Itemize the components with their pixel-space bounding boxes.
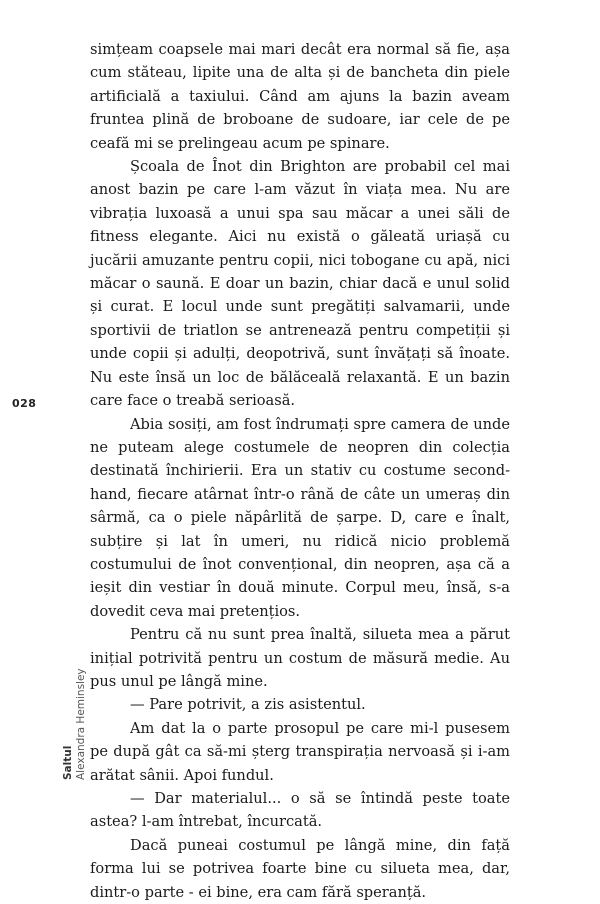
paragraph: Am dat la o parte prosopul pe care mi-l pusesem pe după gât ca să-mi șterg transpirația nervoasă și i-am arătat sânii. Apoi fundul. bbox=[90, 719, 510, 784]
dialogue-line: — Dar materialul... o să se întindă peste toate astea? l-am întrebat, încurcată. bbox=[90, 790, 510, 831]
body-text bbox=[90, 38, 510, 904]
page-number: 028 bbox=[12, 397, 37, 410]
author-name: Alexandra Heminsley bbox=[75, 668, 87, 780]
paragraph: Dacă puneai costumul pe lângă mine, din față forma lui se potrivea foarte bine cu silueta mea, dar, dintr-o parte - ei bine, era cam fără speranță. bbox=[90, 836, 510, 901]
dialogue-line: — Pare potrivit, a zis asistentul. bbox=[130, 696, 366, 714]
paragraph: simțeam coapsele mai mari decât era normal să fie, așa cum stăteau, lipite una de alta și de bancheta din piele artificială a taxiului. Când am ajuns la bazin aveam fruntea plină de broboane de sudoare, iar cele de pe ceafă mi se prelingeau acum pe spinare. bbox=[90, 41, 510, 152]
paragraph: Școala de Înot din Brighton are probabil cel mai anost bazin pe care l-am văzut în viața mea. Nu are vibrația luxoasă a unui spa sau măcar a unei săli de fitness elegante. Aici nu există o găleată uriașă cu jucării amuzante pentru copii, nici tobogane cu apă, nici măcar o saună. E doar un bazin, chiar dacă e unul solid și curat. E locul unde sunt pregătiți salvamarii, unde sportivii de triatlon se antrenează pentru competiții și unde copii și adulți, deopotrivă, sunt învățați să înoate. Nu este însă un loc de bălăceală relaxantă. E un bazin care face o treabă serioasă. bbox=[90, 158, 510, 410]
running-head bbox=[62, 668, 88, 780]
paragraph: Pentru că nu sunt prea înaltă, silueta mea a părut inițial potrivită pentru un costum de măsură medie. Au pus unul pe lângă mine. bbox=[90, 626, 510, 690]
paragraph: Abia sosiți, am fost îndrumați spre camera de unde ne puteam alege costumele de neopren din colecția destinată închirierii. Era un stativ cu costume second-hand, fiecare atârnat într-o rână de câte un umeraș din sârmă, ca o piele năpârlită de șarpe. D, care e înalt, subțire și lat în umeri, nu ridică nicio problemă costumului de înot convențional, din neopren, așa că a ieșit din vestiar în două minute. Corpul meu, însă, s-a dovedit ceva mai pretențios. bbox=[90, 415, 510, 620]
book-title: Saltul bbox=[62, 745, 74, 780]
